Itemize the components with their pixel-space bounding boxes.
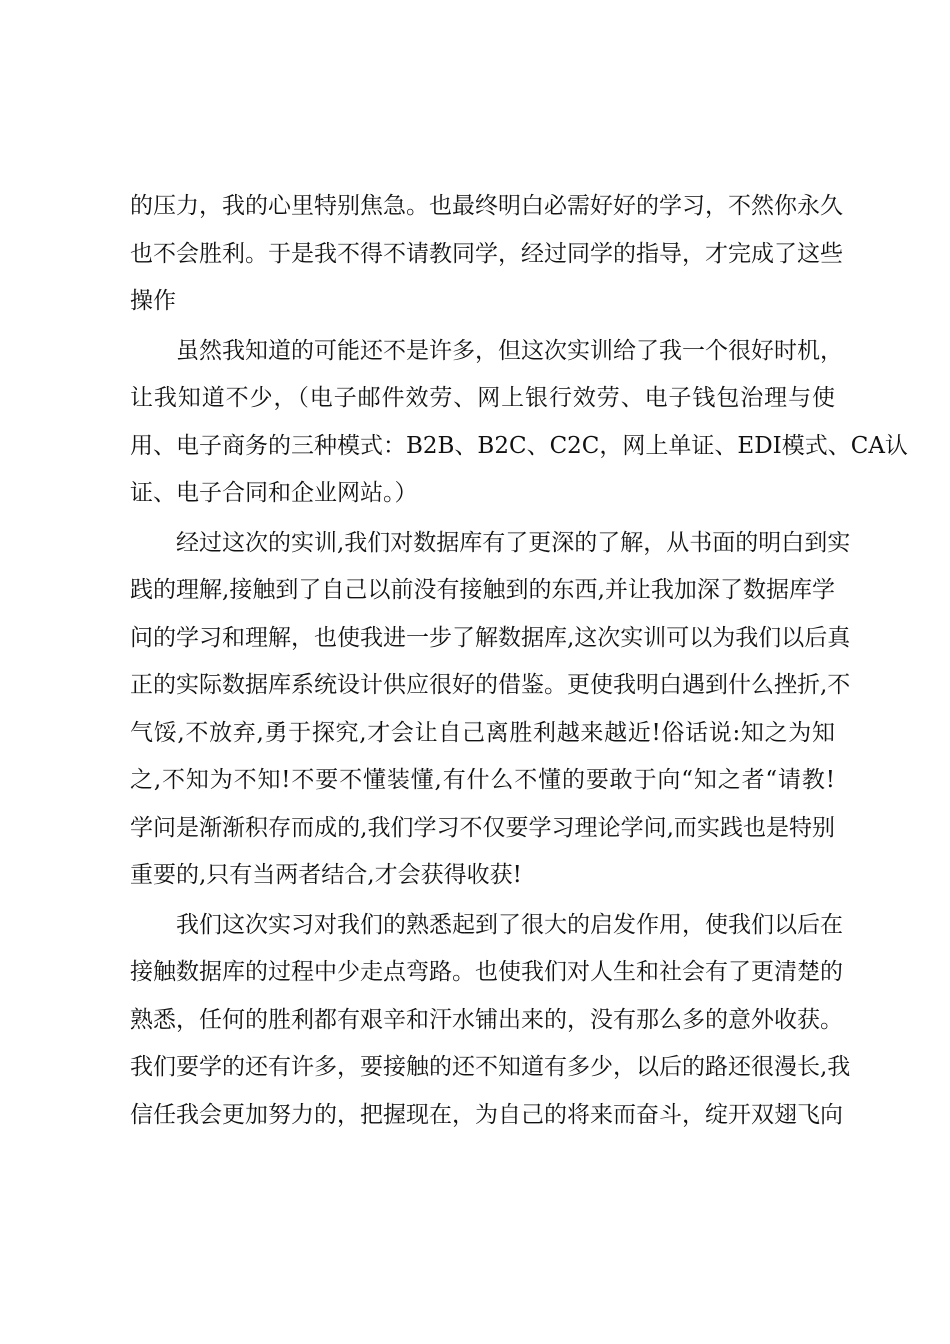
text-line: 用、电子商务的三种模式：B2B、B2C、C2C，网上单证、EDI模式、CA认 (130, 432, 908, 459)
text-line: 重要的,只有当两者结合,才会获得收获! (130, 862, 522, 888)
text-line: 经过这次的实训,我们对数据库有了更深的了解，从书面的明白到实 (176, 529, 851, 556)
text-line: 践的理解,接触到了自己以前没有接触到的东西,并让我加深了数据库学 (130, 577, 835, 603)
text-line: 气馁,不放弃,勇于探究,才会让自己离胜利越来越近!俗话说:知之为知 (130, 719, 835, 746)
paragraph-2 (130, 331, 908, 521)
text-line: 操作 (130, 288, 176, 314)
text-line: 也不会胜利。于是我不得不请教同学，经过同学的指导，才完成了这些 (130, 240, 843, 267)
paragraph-3 (130, 523, 851, 903)
text-line: 接触数据库的过程中少走点弯路。也使我们对人生和社会有了更清楚的 (130, 959, 843, 985)
text-line: 熟悉，任何的胜利都有艰辛和汗水铺出来的，没有那么多的意外收获。 (130, 1006, 843, 1033)
text-line: 虽然我知道的可能还不是许多，但这次实训给了我一个很好时机， (176, 337, 843, 364)
text-line: 我们要学的还有许多，要接触的还不知道有多少，以后的路还很漫长,我 (130, 1054, 851, 1080)
text-line: 的压力，我的心里特别焦急。也最终明白必需好好的学习，不然你永久 (130, 193, 843, 219)
text-line: 证、电子合同和企业网站。） (130, 480, 418, 506)
text-line: 学问是渐渐积存而成的,我们学习不仅要学习理论学问,而实践也是特别 (130, 814, 835, 841)
text-line: 问的学习和理解，也使我进一步了解数据库,这次实训可以为我们以后真 (130, 624, 851, 651)
paragraph-4 (130, 905, 851, 1143)
document-body (130, 186, 908, 1142)
text-line: 正的实际数据库系统设计供应很好的借鉴。更使我明白遇到什么挫折,不 (130, 672, 851, 698)
text-line: 让我知道不少，（电子邮件效劳、网上银行效劳、电子钱包治理与使 (130, 385, 835, 411)
text-line: 我们这次实习对我们的熟悉起到了很大的启发作用，使我们以后在 (176, 911, 843, 938)
paragraph-1 (130, 186, 843, 329)
text-line: 信任我会更加努力的，把握现在，为自己的将来而奋斗，绽开双翅飞向 (130, 1101, 843, 1128)
text-line: 之,不知为不知!不要不懂装懂,有什么不懂的要敢于向“知之者“请教! (130, 767, 835, 793)
